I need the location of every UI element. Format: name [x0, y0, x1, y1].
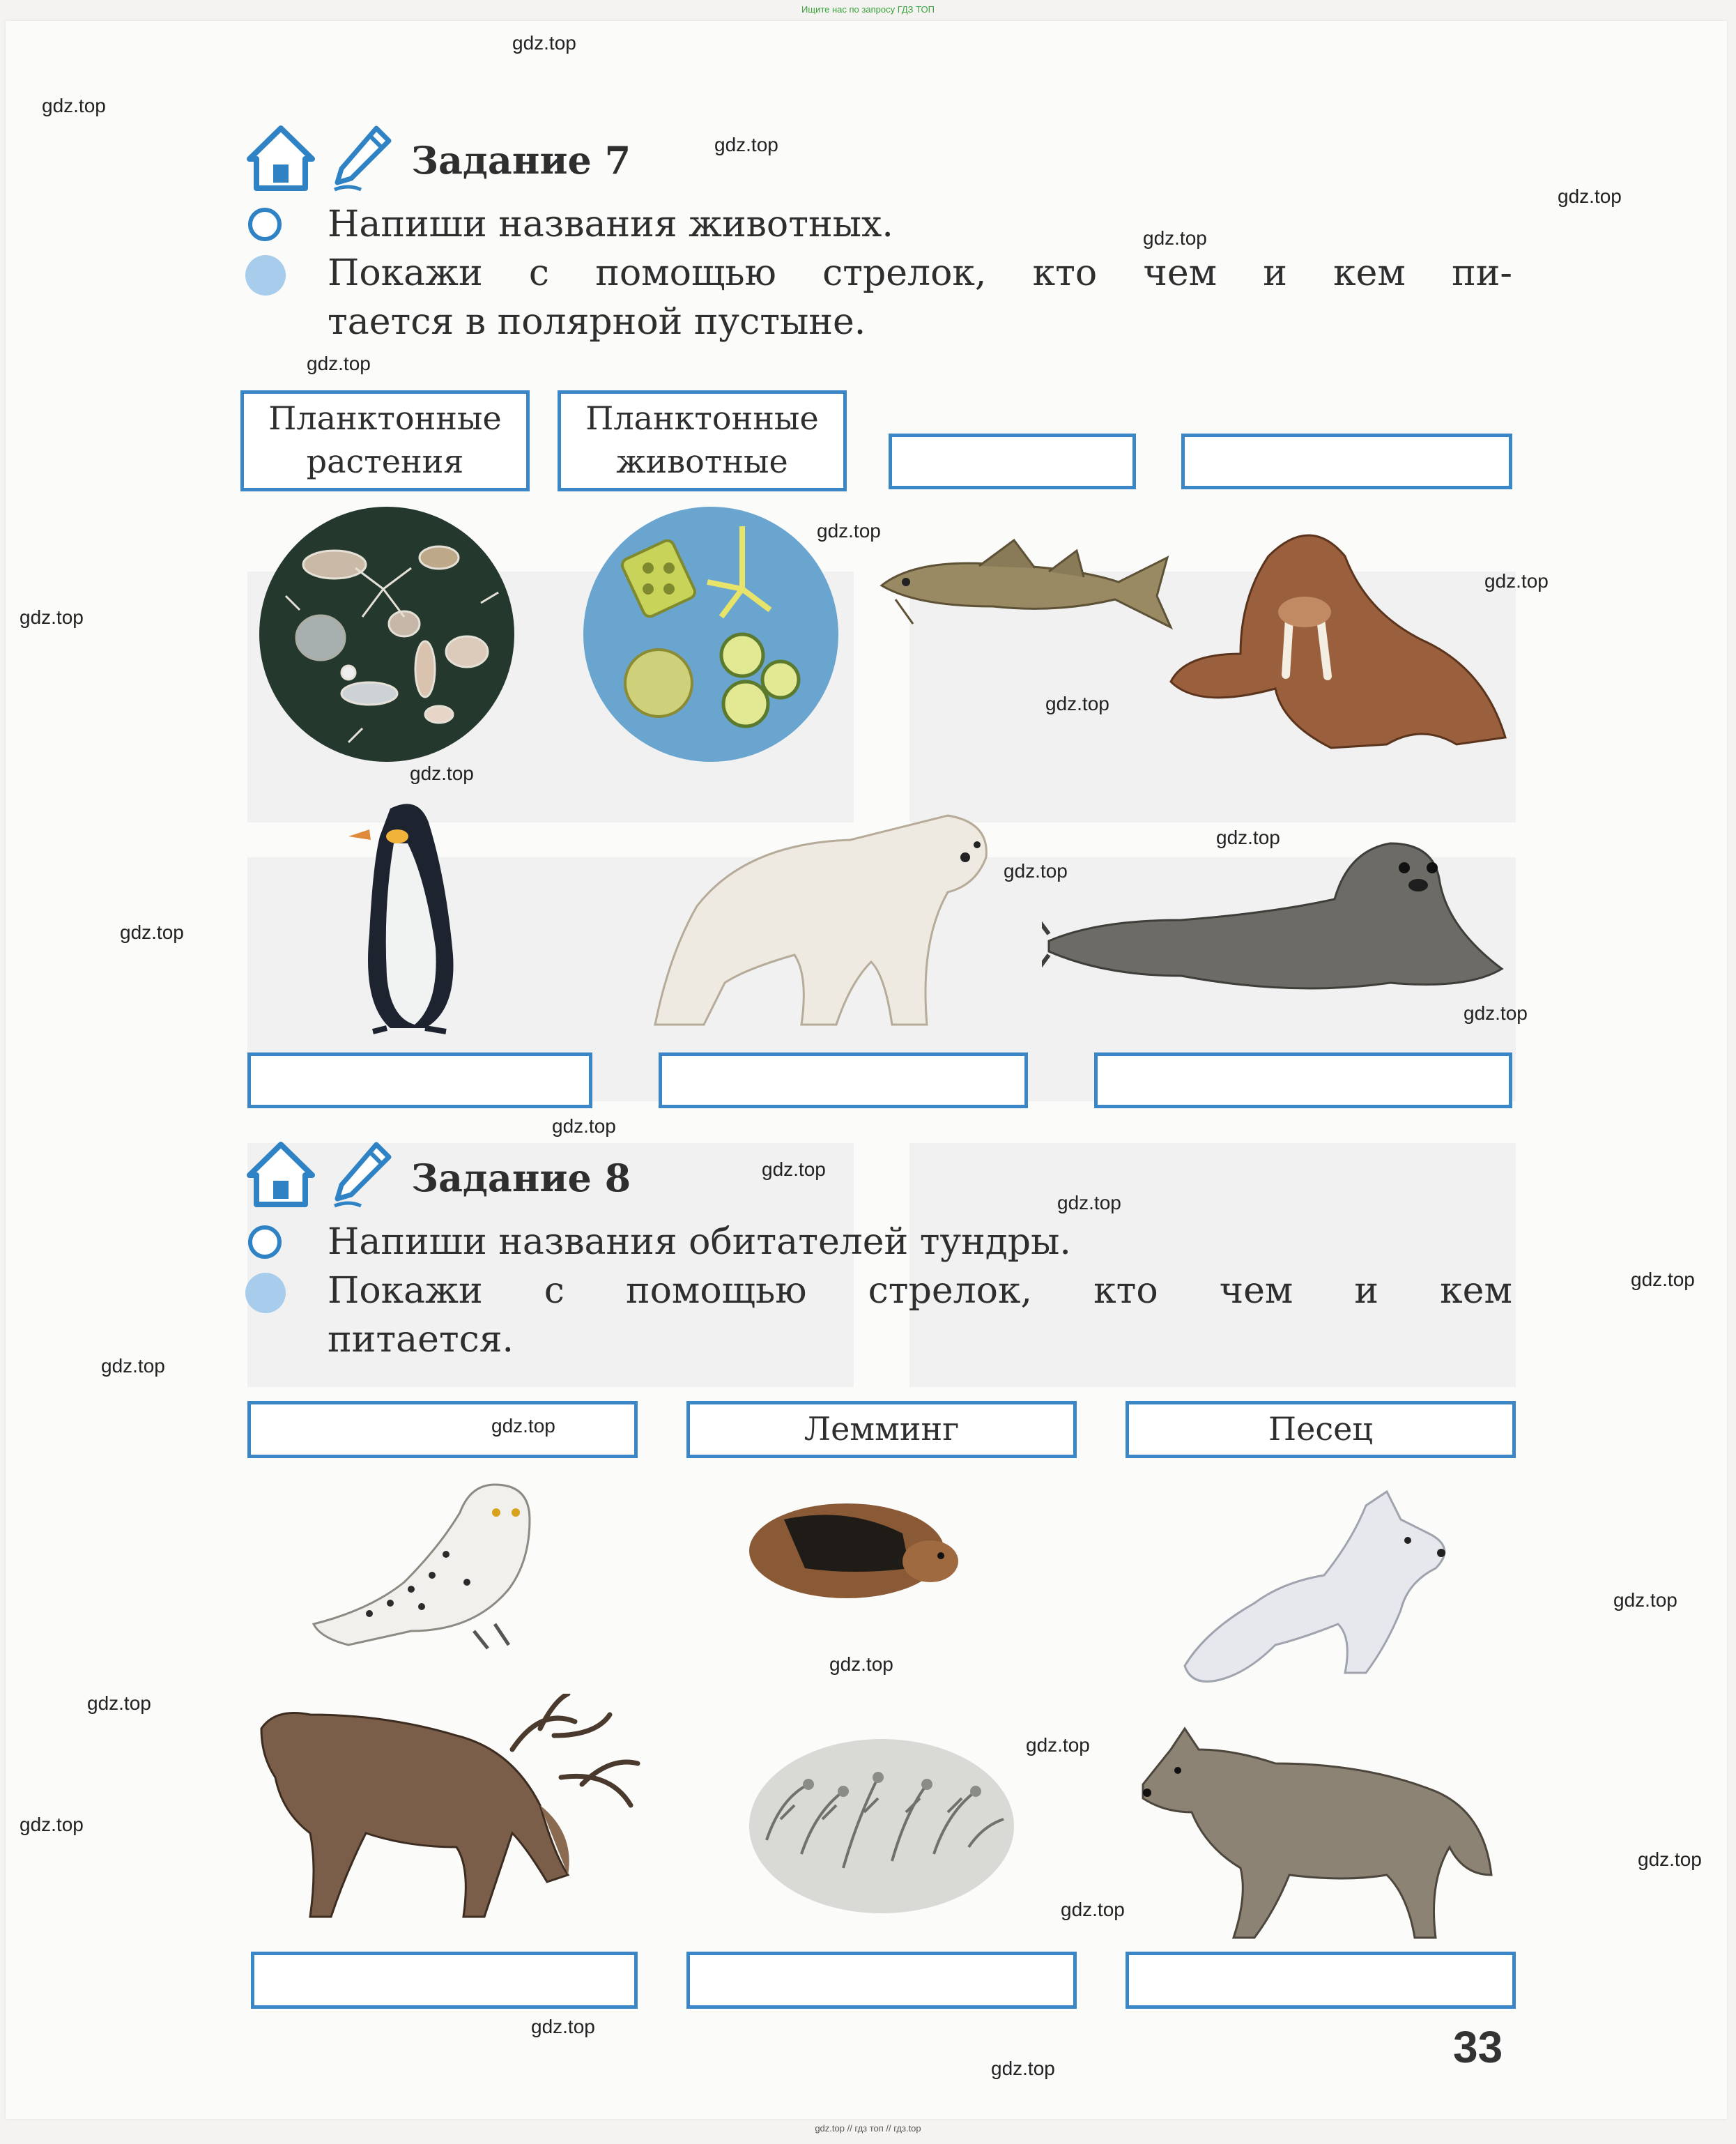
word: помощью: [625, 1270, 807, 1312]
watermark: gdz.top: [307, 353, 371, 374]
word: Покажи: [328, 1270, 483, 1312]
plankton-plants-image: [258, 505, 516, 763]
label-plankton-animals: [558, 390, 847, 491]
word: Покажи: [328, 252, 483, 294]
watermark: gdz.top: [531, 2016, 595, 2037]
lemming-image: [742, 1492, 965, 1603]
word: помощью: [595, 252, 776, 294]
word: стрелок,: [868, 1270, 1032, 1312]
watermark: gdz.top: [42, 95, 106, 116]
bullet-show-icon: [245, 1273, 286, 1313]
watermark: gdz.top: [1045, 693, 1109, 714]
show-through-photo: [909, 1143, 1516, 1387]
label-line: животные: [616, 443, 788, 480]
bullet-show-icon: [245, 255, 286, 296]
watermark: gdz.top: [1613, 1589, 1677, 1611]
bullet-write-icon: [248, 1225, 282, 1259]
watermark: gdz.top: [714, 134, 778, 155]
bottom-banner: gdz.top // гдз топ // гдз.top: [815, 2123, 921, 2134]
lichen-image: [739, 1715, 1024, 1924]
answer-box-walrus[interactable]: [1181, 434, 1512, 489]
answer-box-reindeer[interactable]: [251, 1952, 638, 2009]
word: кем: [1440, 1270, 1512, 1312]
task8-title: Задание 8: [411, 1156, 631, 1200]
watermark: gdz.top: [817, 520, 881, 542]
walrus-image: [1157, 514, 1512, 755]
watermark: gdz.top: [991, 2058, 1055, 2079]
answer-box-owl[interactable]: [247, 1401, 638, 1458]
label-line: Планктонные: [585, 399, 819, 437]
task7-instruction-3: тается в полярной пустыне.: [328, 301, 866, 343]
polar-bear-image: [641, 802, 1004, 1032]
word: кто: [1093, 1270, 1158, 1312]
answer-box-wolf[interactable]: [1126, 1952, 1516, 2009]
watermark: gdz.top: [512, 32, 576, 54]
watermark: gdz.top: [829, 1653, 893, 1675]
task7-title: Задание 7: [411, 138, 631, 183]
word: стрелок,: [822, 252, 987, 294]
watermark: gdz.top: [1558, 185, 1622, 207]
bullet-write-icon: [248, 208, 282, 241]
word: кем: [1333, 252, 1406, 294]
label-line: Планктонные: [268, 399, 502, 437]
watermark: gdz.top: [20, 606, 84, 628]
task8-instruction-1: Напиши названия обитателей тундры.: [328, 1221, 1071, 1263]
watermark: gdz.top: [101, 1355, 165, 1377]
penguin-image: [341, 795, 481, 1035]
word: и: [1263, 252, 1287, 294]
pencil-icon: [328, 123, 394, 195]
reindeer-image: [247, 1694, 652, 1931]
watermark: gdz.top: [1464, 1002, 1528, 1024]
label-plankton-plants: [240, 390, 530, 491]
cod-fish-image: [875, 530, 1174, 634]
watermark: gdz.top: [120, 921, 184, 943]
watermark: gdz.top: [1484, 570, 1549, 592]
watermark: gdz.top: [1004, 860, 1068, 882]
plankton-animals-image: [582, 505, 840, 763]
pencil-icon: [328, 1139, 394, 1211]
house-icon: [245, 124, 316, 194]
answer-box-fish[interactable]: [889, 434, 1136, 489]
watermark: gdz.top: [20, 1814, 84, 1835]
watermark: gdz.top: [1026, 1734, 1090, 1756]
page-number: 33: [1453, 2022, 1503, 2072]
watermark: gdz.top: [491, 1415, 555, 1437]
watermark: gdz.top: [1638, 1848, 1702, 1870]
watermark: gdz.top: [1061, 1899, 1125, 1920]
watermark: gdz.top: [762, 1158, 826, 1180]
word: с: [528, 252, 549, 294]
answer-box-lichen[interactable]: [686, 1952, 1077, 2009]
label-line: растения: [306, 443, 464, 480]
task7-instruction-2: [328, 252, 1512, 294]
watermark: gdz.top: [1057, 1192, 1121, 1213]
top-banner: Ищите нас по запросу ГДЗ ТОП: [801, 4, 935, 15]
watermark: gdz.top: [87, 1692, 151, 1714]
answer-box-seal[interactable]: [1094, 1052, 1512, 1108]
wolf-image: [1136, 1722, 1498, 1945]
word: пи-: [1452, 252, 1512, 294]
watermark: gdz.top: [552, 1115, 616, 1137]
snowy-owl-image: [307, 1471, 551, 1652]
answer-box-polar-bear[interactable]: [659, 1052, 1028, 1108]
watermark: gdz.top: [1216, 827, 1280, 848]
word: чем: [1143, 252, 1217, 294]
word: с: [544, 1270, 564, 1312]
label-lemming: Лемминг: [686, 1401, 1077, 1458]
watermark: gdz.top: [1143, 227, 1207, 249]
watermark: gdz.top: [1631, 1269, 1695, 1290]
watermark: gdz.top: [410, 763, 474, 784]
word: чем: [1219, 1270, 1293, 1312]
task8-instruction-2: [328, 1270, 1512, 1312]
task7-instruction-1: Напиши названия животных.: [328, 204, 893, 245]
answer-box-penguin[interactable]: [247, 1052, 592, 1108]
word: кто: [1032, 252, 1098, 294]
word: и: [1354, 1270, 1379, 1312]
task8-instruction-3: питается.: [328, 1319, 514, 1361]
house-icon: [245, 1140, 316, 1210]
label-arctic-fox: Песец: [1126, 1401, 1516, 1458]
seal-image: [1042, 829, 1512, 1004]
arctic-fox-image: [1178, 1478, 1464, 1694]
